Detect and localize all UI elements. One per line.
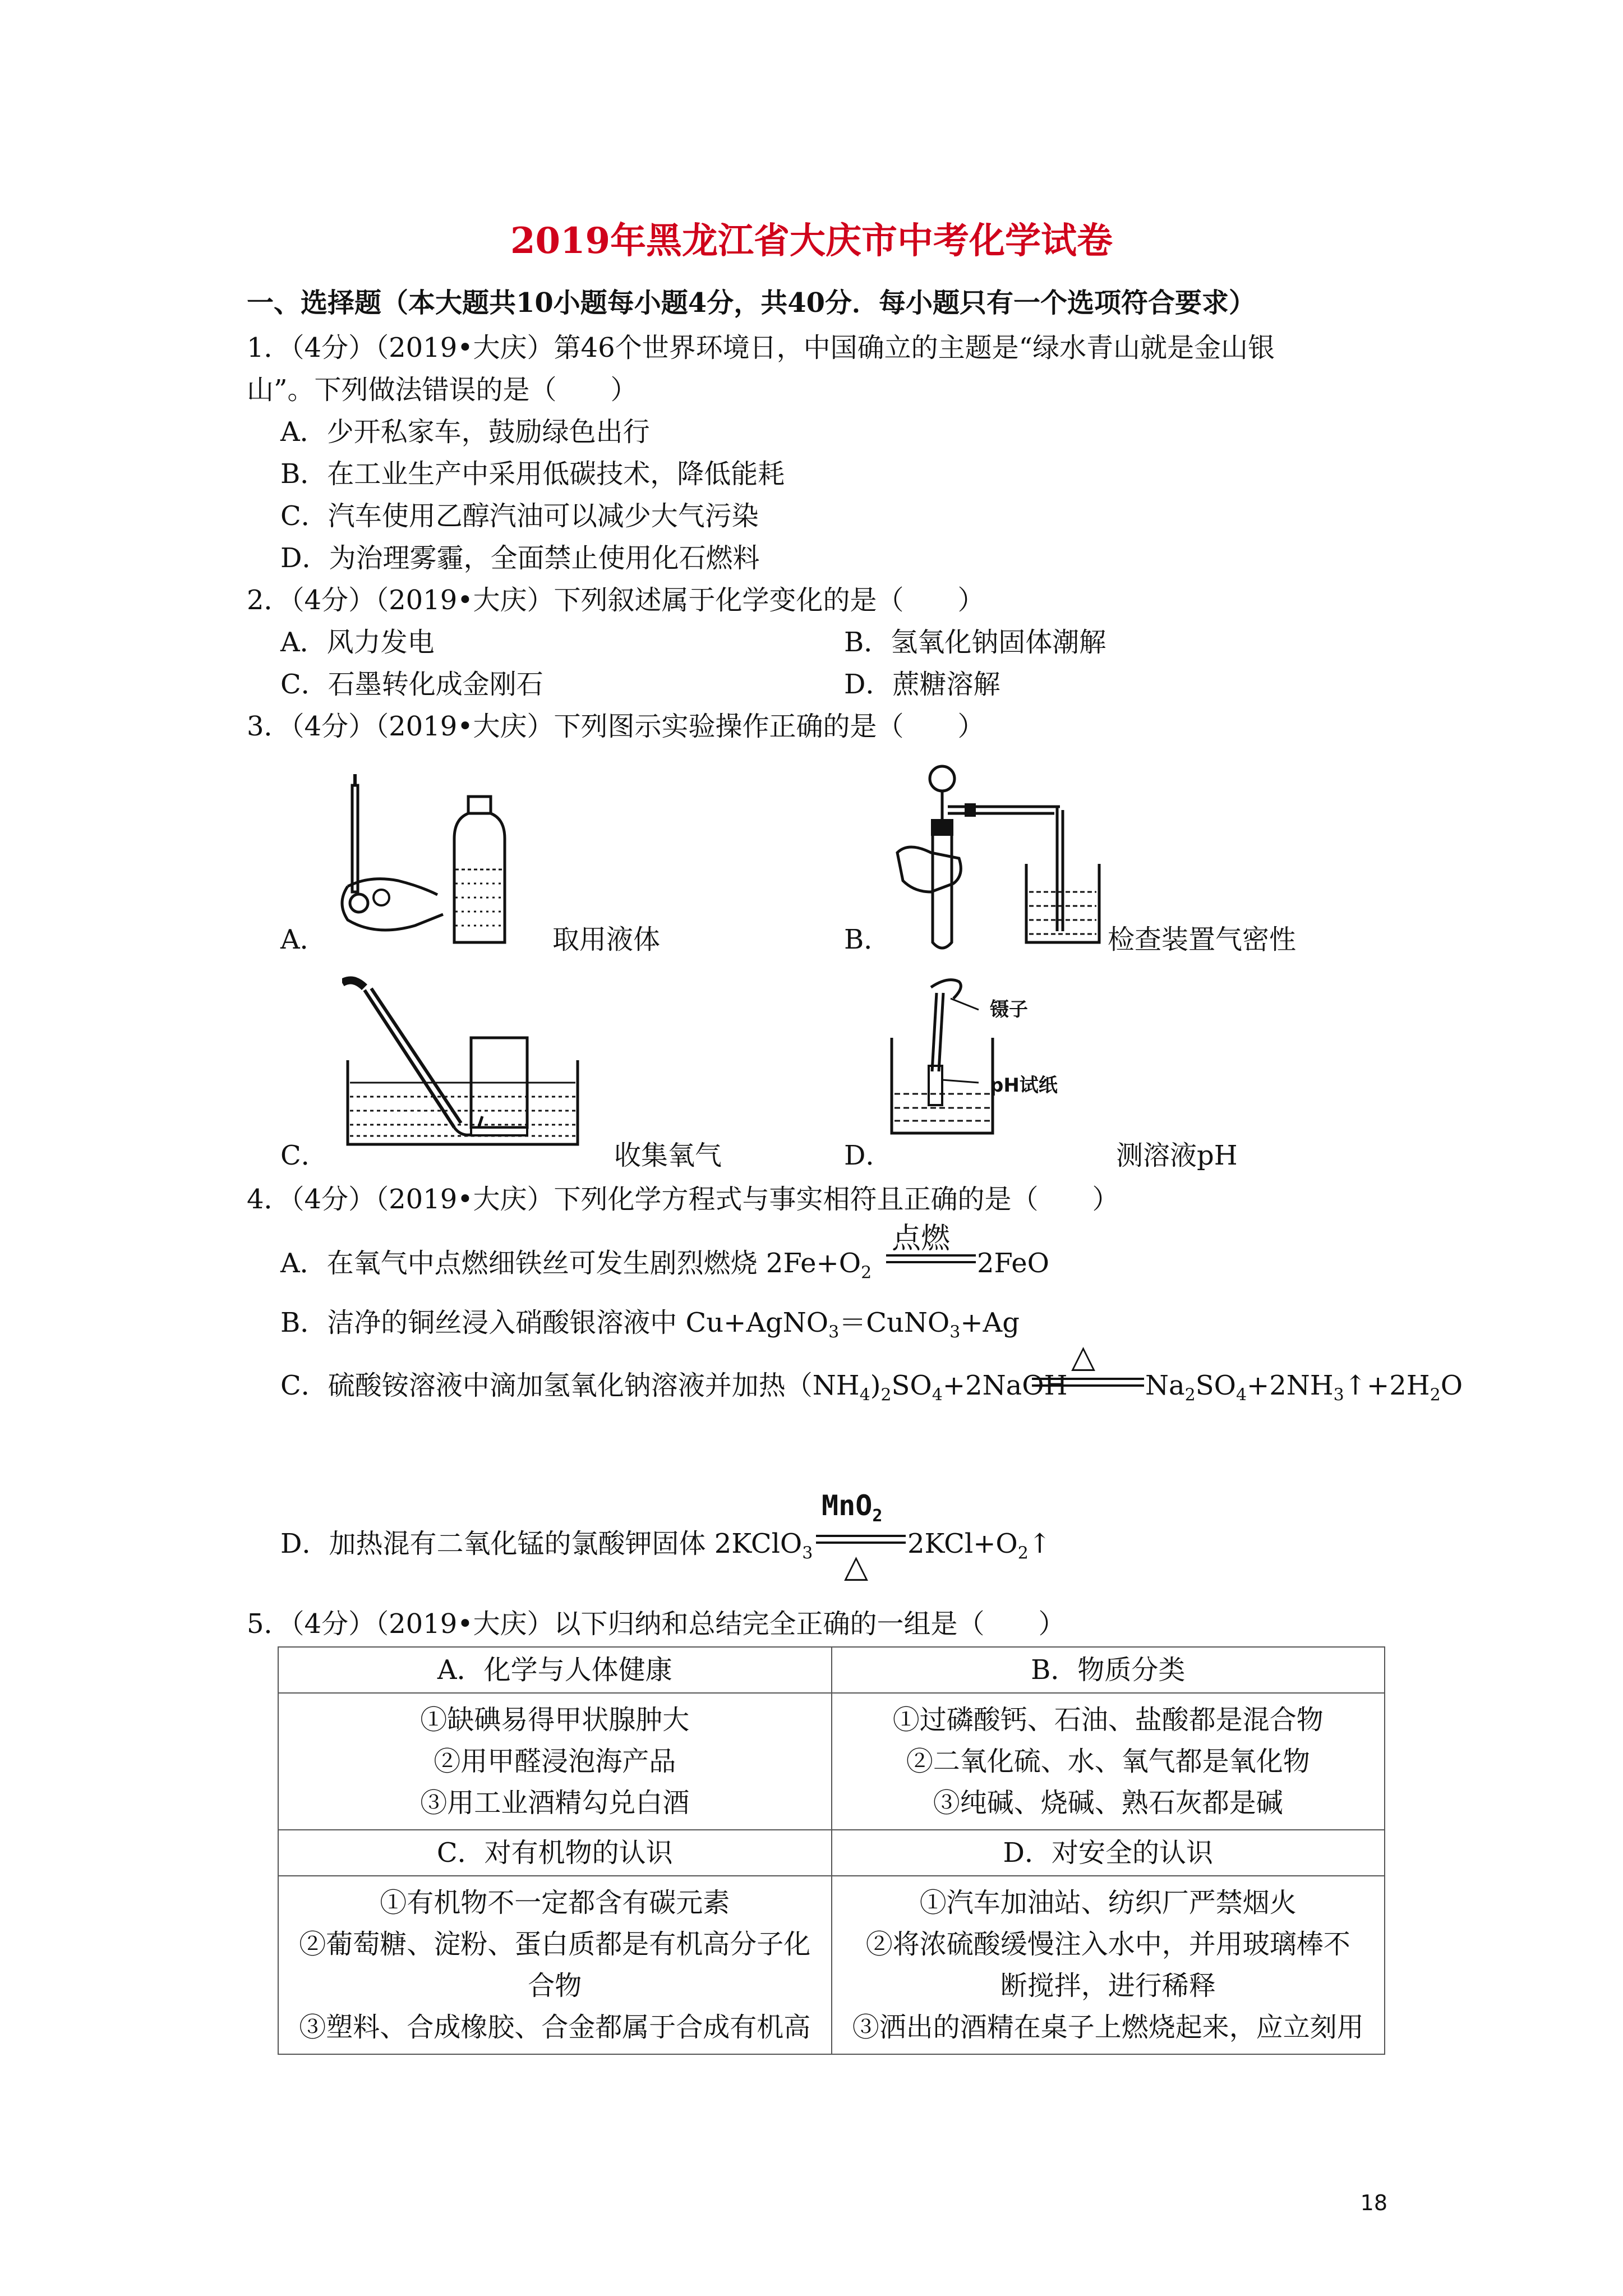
q5-table — [278, 1646, 1385, 2055]
page-title: 2019年黑龙江省大庆市中考化学试卷 — [510, 220, 1113, 262]
q4-option-d: D．加热混有二氧化锰的氯酸钾固体 2KClO$_3$ — [280, 1528, 813, 1563]
q5-a-head: A．化学与人体健康 — [278, 1647, 832, 1693]
q5-a-item: ②用甲醛浸泡海产品 — [434, 1746, 676, 1777]
q3-option-d-label: 测溶液pH — [1116, 1140, 1238, 1171]
q3-option-b-label: 检查装置气密性 — [1108, 924, 1297, 955]
equals-sign-d — [816, 1533, 906, 1546]
q5-b-item: ①过磷酸钙、石油、盐酸都是混合物 — [892, 1704, 1324, 1736]
q4-option-c: C．硫酸铵溶液中滴加氢氧化钠溶液并加热$(NH_4)_2SO_4+2NaOH$ — [280, 1370, 1068, 1405]
q4-d-text: D．加热混有二氧化锰的氯酸钾固体 2KClO — [280, 1528, 803, 1559]
q5-c-item: ②葡萄糖、淀粉、蛋白质都是有机高分子化 — [299, 1929, 811, 1960]
q5-d-item: ①汽车加油站、纺织厂严禁烟火 — [919, 1887, 1297, 1918]
q4-b-end: +Ag — [960, 1307, 1020, 1338]
q4-option-b — [280, 1306, 1020, 1350]
q4-d-product: $2KCl+O_2↑$ — [907, 1528, 1052, 1563]
q4-option-a — [280, 1246, 872, 1290]
q1-stem-line1: 1．（4分）（2019•大庆）第46个世界环境日，中国确立的主题是“绿水青山就是金山银 — [247, 332, 1275, 364]
q4-c-condition: △ — [1071, 1338, 1096, 1375]
q4-c-products: $Na_2SO_4+2NH_3↑+2H_2O$ — [1145, 1370, 1463, 1405]
q5-a-item: ③用工业酒精勾兑白酒 — [420, 1787, 690, 1819]
q5-b-head: B．物质分类 — [832, 1647, 1385, 1693]
q4-b-sub2: 3 — [949, 1322, 961, 1342]
q2-option-c: C．石墨转化成金刚石 — [280, 669, 543, 700]
equals-sign-a — [886, 1252, 976, 1266]
figure-airtightness-check — [875, 763, 1110, 959]
q5-c-item: ③塑料、合成橡胶、合金都属于合成有机高 — [299, 2012, 811, 2043]
q4-b-sub: 3 — [828, 1322, 840, 1342]
equals-sign-c — [1032, 1375, 1144, 1389]
q5-b-item: ③纯碱、烧碱、熟石灰都是碱 — [933, 1787, 1283, 1819]
page-number: 18 — [1360, 2191, 1387, 2215]
label-ph-paper: pH试纸 — [990, 1074, 1058, 1097]
q2-stem: 2．（4分）（2019•大庆）下列叙述属于化学变化的是（ ） — [247, 585, 985, 616]
q4-a-condition: 点燃 — [892, 1222, 951, 1255]
figure-collect-oxygen — [342, 976, 589, 1156]
q4-d-condition-top: MnO$_2$ — [822, 1489, 883, 1526]
figure-measure-ph — [880, 976, 1082, 1144]
q5-stem: 5．（4分）（2019•大庆）以下归纳和总结完全正确的一组是（ ） — [247, 1608, 1066, 1640]
q4-a-text: A．在氧气中点燃细铁丝可发生剧烈燃烧 2Fe+O — [280, 1248, 861, 1279]
q5-a-items — [278, 1693, 832, 1830]
q4-d-condition-bottom: △ — [844, 1548, 869, 1585]
q2-option-b: B．氢氧化钠固体潮解 — [844, 627, 1106, 658]
q3-option-a-letter: A． — [280, 924, 327, 955]
q3-stem: 3．（4分）（2019•大庆）下列图示实验操作正确的是（ ） — [247, 711, 985, 742]
q5-c-items — [278, 1876, 832, 2054]
q5-a-item: ①缺碘易得甲状腺肿大 — [420, 1704, 690, 1736]
q3-option-c-letter: C． — [280, 1140, 328, 1171]
q1-option-b: B．在工业生产中采用低碳技术，降低能耗 — [280, 458, 785, 490]
q2-option-a: A．风力发电 — [280, 627, 435, 658]
q4-stem: 4．（4分）（2019•大庆）下列化学方程式与事实相符且正确的是（ ） — [247, 1184, 1119, 1215]
q3-option-a-label: 取用液体 — [552, 924, 661, 955]
label-tweezers: 镊子 — [990, 999, 1028, 1021]
q3-option-b-letter: B． — [844, 924, 891, 955]
q5-d-head: D．对安全的认识 — [832, 1830, 1385, 1876]
q5-d-item: 断搅拌，进行稀释 — [1000, 1970, 1216, 2001]
q4-a-product: 2FeO — [977, 1248, 1049, 1279]
q5-c-item: 合物 — [528, 1970, 582, 2001]
q3-option-c-label: 收集氧气 — [614, 1140, 722, 1171]
q1-stem-line2: 山”。下列做法错误的是（ ） — [247, 374, 638, 406]
q3-option-d-letter: D． — [844, 1140, 893, 1171]
q1-option-c: C．汽车使用乙醇汽油可以减少大气污染 — [280, 500, 759, 532]
q5-b-items — [832, 1693, 1385, 1830]
q4-b-rest: ＝CuNO — [839, 1307, 950, 1338]
q5-d-item: ③洒出的酒精在桌子上燃烧起来，应立刻用 — [852, 2012, 1364, 2043]
q1-option-d: D．为治理雾霾，全面禁止使用化石燃料 — [280, 542, 760, 574]
q4-a-sub: 2 — [861, 1263, 872, 1283]
q5-d-items — [832, 1876, 1385, 2054]
q1-option-a: A．少开私家车，鼓励绿色出行 — [280, 416, 650, 448]
q5-b-item: ②二氧化硫、水、氧气都是氧化物 — [906, 1746, 1310, 1777]
q5-c-head: C．对有机物的认识 — [278, 1830, 832, 1876]
figure-dropper-bottle — [325, 774, 561, 959]
section-heading: 一、选择题（本大题共10小题每小题4分，共40分．每小题只有一个选项符合要求） — [247, 287, 1256, 319]
q5-c-item: ①有机物不一定都含有碳元素 — [380, 1887, 730, 1918]
q5-d-item: ②将浓硫酸缓慢注入水中，并用玻璃棒不 — [865, 1929, 1350, 1960]
q4-c-text: C．硫酸铵溶液中滴加氢氧化钠溶液并加热（NH — [280, 1370, 860, 1401]
q2-option-d: D．蔗糖溶解 — [844, 669, 1000, 700]
q4-b-text: B．洁净的铜丝浸入硝酸银溶液中 Cu+AgNO — [280, 1307, 829, 1338]
